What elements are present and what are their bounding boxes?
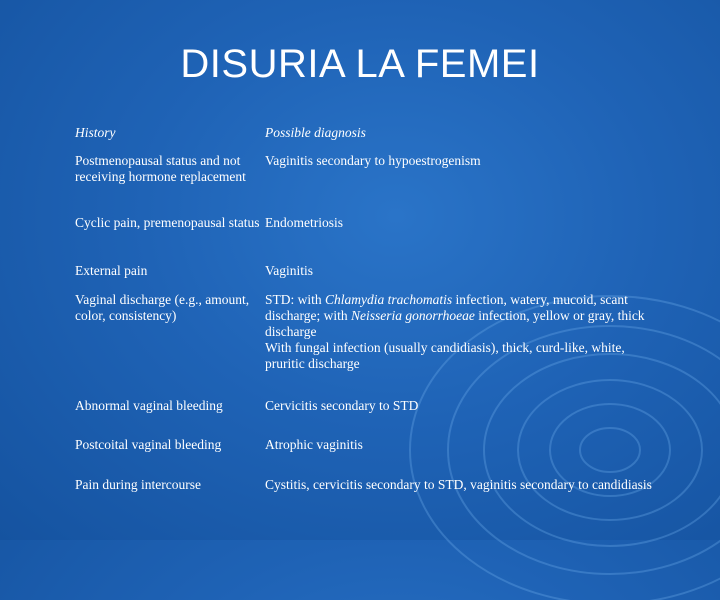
- history-cell: Abnormal vaginal bleeding: [75, 398, 223, 413]
- diagnosis-text: STD: with: [265, 292, 326, 307]
- diagnosis-cell: [265, 292, 665, 398]
- diagnosis-cell: Vaginitis secondary to hypoestrogenism: [265, 153, 481, 168]
- diagnosis-table: [75, 125, 675, 517]
- organism-name: Chlamydia trachomatis: [325, 292, 453, 307]
- history-cell: Cyclic pain, premenopausal status: [75, 215, 260, 230]
- slide-title: DISURIA LA FEMEI: [180, 42, 540, 86]
- header-history: History: [75, 125, 116, 140]
- diagnosis-std-line: [265, 292, 665, 340]
- diagnosis-cell: Vaginitis: [265, 263, 314, 278]
- history-cell: External pain: [75, 263, 148, 278]
- table-row: [75, 153, 675, 215]
- history-cell: Vaginal discharge (e.g., amount, color, consistency): [75, 292, 250, 323]
- history-cell: Postmenopausal status and not receiving hormone replacement: [75, 153, 246, 184]
- table-row: [75, 215, 675, 263]
- diagnosis-cell: Endometriosis: [265, 215, 343, 230]
- header-diagnosis: Possible diagnosis: [265, 125, 366, 140]
- diagnosis-fungal-line: With fungal infection (usually candidiasis), thick, curd-like, white, pruritic discharge: [265, 340, 625, 371]
- diagnosis-cell: Cystitis, cervicitis secondary to STD, vaginitis secondary to candidiasis: [265, 477, 652, 492]
- table-row: [75, 477, 675, 517]
- organism-name: Neisseria gonorrhoeae: [350, 308, 475, 323]
- history-cell: Postcoital vaginal bleeding: [75, 437, 222, 452]
- table-row: [75, 263, 675, 292]
- table-row: [75, 292, 675, 398]
- table-row: [75, 437, 675, 477]
- table-header-row: [75, 125, 675, 153]
- diagnosis-cell: Atrophic vaginitis: [265, 437, 363, 452]
- history-cell: Pain during intercourse: [75, 477, 201, 492]
- table-row: [75, 398, 675, 437]
- diagnosis-cell: Cervicitis secondary to STD: [265, 398, 419, 413]
- diagnosis-text: infection, yellow or gray, thick discharge: [265, 308, 645, 339]
- diagnosis-text: infection, watery, mucoid, scant discharge; with: [265, 292, 628, 323]
